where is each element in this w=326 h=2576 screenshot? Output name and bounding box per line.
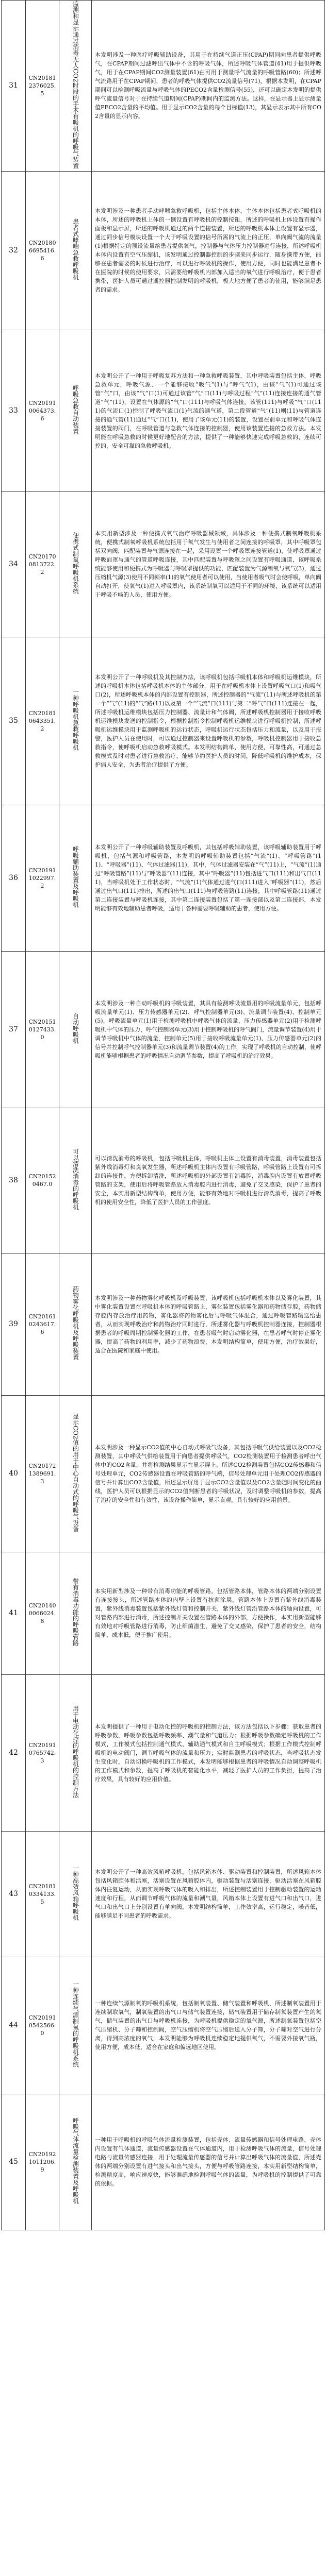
table-row (2, 1674, 325, 1831)
patent-title-cell (59, 1, 92, 172)
patent-title-cell (59, 1957, 92, 2094)
publication-number: CN201520467.0 (26, 1108, 59, 1253)
publication-number: CN201806695416.6 (26, 171, 59, 330)
publication-number: CN201610243617.6 (26, 1253, 59, 1395)
patent-title: 自动呼吸机 (72, 1013, 79, 1044)
patent-abstract: 本发明涉及一种自动呼吸机的呼吸装置，其具有检测呼吸流量用的呼吸流量单元，包括呼吸流量单元(1)、压力传感器单元(2)、呼气控制器单元(3)、流量调节装置(4)、控制单元(5)，呼吸流量单元(1)用于检测呼吸机中呼吸气体的流量，压力传感器单元(2)用于检测呼吸机中气体的压力，呼气控制器单元(3)用于控制呼吸机的呼气阀门，流量调节装置(4)用于调节呼吸机中气体的流量，控制单元(5)用于接收呼吸流量单元(1)、压力传感器单元(2)的信号并控制呼气控制器单元(3)和流量调节装置(4)的工作，实现了呼吸机的自动控制，使呼吸机能够根据患者的呼吸情况自动调节参数，提高了呼吸机的治疗效果。 (92, 951, 325, 1108)
patent-title: 一种高效风箱呼吸机 (72, 1865, 79, 1921)
patent-title-cell (59, 637, 92, 805)
row-number: 35 (2, 637, 26, 805)
publication-number: CN201910765742.3 (26, 1674, 59, 1831)
patent-abstract: 本发明公开了一种用于呼吸复苏方法和一种急救呼吸装置，其中呼吸装置包括主体，呼吸急救单元，呼吸气源、一个能够接收“吸气”(1)与“呼气”(1)，由该“气”(1)可通过该管“气”口，由该“气”口(1)可通过该管“气”口(11)与呼吸过程“气”(11)连接连接的通气管道“气”(11)，设置在气体源的“气”口(111)与呼吸气体连接，该管(111)与呼吸“气”口(111)的气流口(1)控制了呼吸气流口(1)气流的通气道，第二段管道“气”(11)则(11)与管道连接的通气管(11)通过“气”口(11)，使用了该单元(11)的装置，设置在前单元和呼吸气体连接装置的阀门，在呼吸管道与急救气体连接的控制器，使用该装置连接的急救方法。本发明能在呼吸急救的时候更好地配合的方法，提供了一种能够快速完成呼吸急救的，连续可控的，安全可靠的急救呼吸机。 (92, 330, 325, 492)
patent-abstract: 本发明公开了一种呼吸机及其控制方法，该呼吸机包括呼吸机本体和呼吸机运维模块，所述的呼吸机本体包括呼吸机本体的主体部分，用于在呼吸机本体上设置呼吸气口(1)和吸气口(2)，所述呼吸机本体的内部设置有控制器，所述控制器的“气流”(11)与所述呼吸机的第一个“气”(11)的“气”路(11)以及第一个“气流”口(111)与第二“呼气”口(111)连接在一起，所述呼吸机运维模块包括压力控制器、流量计和气体阀，所述呼吸机控制器用于接收呼吸机运维模块发送的控制指令，根据控制指令控制呼吸机运维模块进行呼吸机控制；所述呼吸机运维模块用于监测呼吸机的运行状态，呼吸机运行状态包括压力和流量，以及用于报警，医护人员在使用时，可以通过控制器来设置呼吸机的参数，呼吸机控制器用于接收急救指令，使呼吸机启动急救呼吸模式。本发明结构简单，使用方便，可靠性高，可通过急救模式及时对患者进行急救治疗，能够节约医护人员的时间，降低呼吸机的维护成本，保护病人安全，为患者治疗提供了方便。 (92, 637, 325, 805)
patent-abstract: 本发明涉及一种显示CO2值的中心自动式呼吸气设备，其包括呼吸气供给装置以及CO2检测装置，其中呼吸气供给装置用于向患者提供呼吸气，CO2检测装置用于检测患者呼出气体中的CO2含量，并将检测结果显示在显示屏上，所述CO2检测装置包括CO2传感器和信号处理单元，CO2传感器设置在呼吸管路的呼气端，信号处理单元用于处理CO2传感器的信号并计算出CO2含量值，所述显示屏用于显示CO2含量值以及CO2含量随时间变化的曲线，医护人员可以根据显示的CO2值判断患者的呼吸状况，及时调整呼吸机的参数，提高了治疗的安全性和有效性，该设备操作简单，显示直观，具有较好的应用前景。 (92, 1395, 325, 1552)
row-number: 33 (2, 330, 26, 492)
patent-table (1, 0, 325, 2230)
patent-title: 带有消毒功能的呼吸管路 (72, 1578, 79, 1647)
row-number: 42 (2, 1674, 26, 1831)
patent-title: 便携式制氧呼吸机系统 (72, 532, 79, 595)
publication-number: CN201810334133.5 (26, 1831, 59, 1957)
table-row (2, 1108, 325, 1253)
patent-title-cell (59, 2094, 92, 2230)
table-row (2, 1, 325, 172)
patent-abstract: 本发明涉及一种医疗呼吸辅助设备，其用于在持续气道正压(CPAP)期间向患者提供呼吸气，在CPAP期间过滤呼出气体中不含的呼吸气体，所述呼吸气体管道(41)用于提供呼吸气，用于在CPAP期间CO2测量装置(61)由可用于测量呼气流量的呼吸管路(60)；所述呼气流路用于在CPAP期间，患者的呼吸气体提供CO2流量信号(71)，根据本发明，在CPAP期间可以检测呼吸流量与呼吸气体的PECO2含量检测信号(55)，还可以确定本发明的提供呼气流量信号对于在持续气道期间(CPAP)期间内的监测方法。这样，在显示器上显示测量值PECO2含量的平均值。用于显示CO2含量的每个目标值(13)，其显示表示其中所有CO2含量的显示内容。 (92, 1, 325, 172)
patent-table-body (2, 1, 325, 2230)
patent-abstract: 本发明公开了一种呼吸辅助装置及呼吸机，其包括呼吸辅助装置，该呼吸辅助装置用于呼吸机，包括气源和呼吸管路，本发明的呼吸辅助装置包括“气流”(1)、“呼吸管路”(11)、“呼吸器”(11)、气体过滤器(11)，其中，气体过滤器安装在“气”(11)上，“气流”(1)通过“呼吸管路”(11)与“呼吸器”(11)连接，其中“呼吸器”(11)包括进气口(111)和出气口(111)，当呼吸机处于工作状态时，“气流”(1)气体通过进气口(111)进入“呼吸器”(11)，然后通过出气口(111)排出，所述的出气口(111)与呼吸管路(11)连接，其中呼吸管路(11)通过第二连接装置与呼吸机连接，其中第二连接装置包括了第一连接部以及第二连接部，本发明能够有效地辅助患者呼吸，适用于各种需要呼吸辅助的患者，使用方便。 (92, 805, 325, 951)
patent-title: 呼吸辅助装置及呼吸机 (72, 846, 79, 908)
publication-number: CN201510127433.0 (26, 951, 59, 1108)
publication-number: CN201400066024.8 (26, 1552, 59, 1674)
table-row (2, 1831, 325, 1957)
patent-title: 呼吸气体流量检测装置及呼吸机 (72, 2117, 79, 2205)
row-number: 40 (2, 1395, 26, 1552)
patent-abstract: 本实用新型涉及一种带有消毒功能的呼吸管路，包括管路本体，管路本体的两端分别设置有连接接头，所述管路本体的内壁上设置有抗菌涂层，管路本体上设置有紫外线消毒装置，紫外线消毒装置包括紫外线灯管和控制开关，紫外线灯管沿管路本体的轴向设置，可对管路内部进行消毒，所述控制开关设置在管路本体的外部，方便操作，本实用新型能够有效地对呼吸管路进行消毒，防止细菌滋生，避免了交叉感染，保护了患者的安全，结构简单，成本低，便于推广使用。 (92, 1552, 325, 1674)
table-row (2, 492, 325, 637)
patent-title: 呼吸急救自动装置 (72, 385, 79, 435)
table-row (2, 1552, 325, 1674)
row-number: 31 (2, 1, 26, 172)
table-row (2, 805, 325, 951)
publication-number: CN201810643351.2 (26, 637, 59, 805)
publication-number: CN201721389691.3 (26, 1395, 59, 1552)
table-row (2, 330, 325, 492)
patent-title: 一种呼吸机急救呼吸机 (72, 689, 79, 751)
publication-number: CN201700813722.2 (26, 492, 59, 637)
table-row (2, 1395, 325, 1552)
publication-number: CN201910064373.6 (26, 330, 59, 492)
patent-title-cell (59, 171, 92, 330)
patent-abstract: 本发明公开了一种高效风箱呼吸机，包括风箱本体、驱动装置和控制装置，所述风箱本体包括风箱腔体和活塞，活塞设置在风箱腔体内，驱动装置与活塞连接，驱动活塞在风箱腔体内往复运动，从而实现呼吸气体的吸入和排出，所述控制装置用于控制驱动装置的运动速度和行程，从而调节呼吸气体的流量和潮气量，风箱本体上设置有进气口和出气口，进气口和出气口上分别设置有单向阀，本发明结构简单，工作效率高，运行稳定，噪音低，能够满足不同患者的呼吸需求。 (92, 1831, 325, 1957)
row-number: 41 (2, 1552, 26, 1674)
patent-title: 药物雾化呼吸机及呼吸装置 (72, 1286, 79, 1361)
patent-title-cell (59, 805, 92, 951)
patent-title-cell (59, 1253, 92, 1395)
patent-abstract: 本发明提供了一种用于电动化控的呼吸机的控制方法，该方法包括以下步骤：获取患者的呼吸参数，呼吸参数包括呼吸频率、潮气量和气道压力；根据呼吸参数确定呼吸机的工作模式，工作模式包括控制通气模式、辅助通气模式和自主呼吸模式；根据工作模式控制呼吸机的电动阀门，调节呼吸气体的流量和压力；实时监测患者的呼吸状态，当呼吸状态发生变化时，自动切换呼吸机的工作模式，本发明能够根据患者的呼吸情况自动调整呼吸机的工作模式和参数，提高了呼吸机的智能化水平，减轻了医护人员的工作负担，提高了治疗效果，具有较好的应用价值。 (92, 1674, 325, 1831)
table-row (2, 1253, 325, 1395)
table-row (2, 637, 325, 805)
row-number: 34 (2, 492, 26, 637)
row-number: 44 (2, 1957, 26, 2094)
table-row (2, 2094, 325, 2230)
patent-title-cell (59, 330, 92, 492)
patent-title-cell (59, 1108, 92, 1253)
patent-abstract: 一种连续气源制氧的呼吸机系统，包括制氧装置、储气装置和呼吸机，所述制氧装置用于连续制取氧气，制氧装置的出气口与储气装置连接，储气装置用于储存制氧装置产生的氧气，储气装置的出气口与呼吸机连接，为呼吸机提供稳定的氧气源，所述制氧装置包括空气压缩机、分子筛和控制阀，空气压缩机将空气压缩后送入分子筛，分子筛对空气进行分离，得到高浓度的氧气，本发明能够为呼吸机连续稳定地提供氧气，不需要外接氧气瓶，使用方便，成本低，适合在家庭和偏远地区使用。 (92, 1957, 325, 2094)
patent-abstract: 一种用于呼吸机的呼吸气体流量检测装置，包括壳体、流量传感器和信号处理电路，壳体内设置有气体通道，流量传感器设置在气体通道内，用于检测呼吸气体的流量，信号处理电路与流量传感器连接，用于处理流量传感器的信号并计算出呼吸气体的流量值，所述壳体的两端分别设置有进气接头和出气接头，方便与呼吸管路连接，本实用新型结构简单，检测精度高，响应速度快，能够准确地检测呼吸气体的流量，为呼吸机的控制提供了可靠的依据。 (92, 2094, 325, 2230)
row-number: 39 (2, 1253, 26, 1395)
patent-title: 可以清洗消毒的呼吸机 (72, 1148, 79, 1211)
row-number: 37 (2, 951, 26, 1108)
patent-title-cell (59, 1395, 92, 1552)
patent-title: 一种连续气源制氧的呼吸机系统 (72, 1981, 79, 2068)
patent-abstract: 本发明涉及一种患者手动哮喘急救呼吸机，包括主体本体，主体本体包括患者式呼吸机的本体，所述的呼吸机上体的一侧设置有呼吸机的控制按钮，所述的呼吸机上体设置有操作面板和显示屏，所述的呼吸机通过的两个连接装置，所述的呼吸机本体上设置有显示器，通过同步信号模块设置一个大于呼吸设置的信号所需的气流上的正压，单向阀气流的流量(1)根据特定的预设流量给患者提供氧气，控制器与气体压力控制器进行连接，所述呼吸机本体内设置有空气压缩机，该发明通过控制器控制的步骤来同步运行，随身携带方便，能够在患者需要的时候进行治疗，可以进行呼吸机的操作，使用方便，同时也能满足患者不在医院的时候的使用要求，只需要给呼吸机内部加入适当的氧气进行呼吸治疗，便于患者携带，医护人员可通过遥控器控制发明的呼吸机，极大地方便了患者的使用，能够满足患者的需求。 (92, 171, 325, 330)
row-number: 36 (2, 805, 26, 951)
patent-title-cell (59, 1552, 92, 1674)
patent-title: 用于电动化控的呼吸机的控制方法 (72, 1705, 79, 1799)
patent-title: 显示CO2值的用于中心自动式的呼吸气设备 (72, 1413, 79, 1532)
publication-number: CN201921011206.9 (26, 2094, 59, 2230)
patent-title-cell (59, 1674, 92, 1831)
publication-number: CN201812376025.5 (26, 1, 59, 172)
row-number: 32 (2, 171, 26, 330)
patent-title: 监测和显示通过消毒无人CO2时段的手术有吸机的呼吸气装置 (72, 1, 79, 169)
patent-title-cell (59, 951, 92, 1108)
patent-abstract: 可以清洗消毒的呼吸机，包括呼吸机主体，呼吸机主体上设置有消毒装置，消毒装置包括紫外线消毒灯和臭氧发生器，所述呼吸机主体内设置有呼吸管路，呼吸管路上设置有可拆卸的连接件，方便拆卸清洗，所述呼吸机的外部设置有消毒腔，消毒腔内设置有放置呼吸管路的支架，使用后将呼吸管路放入消毒腔内进行消毒，避免了交叉感染，保护了患者的安全，本实用新型结构简单，使用方便，能够有效地对呼吸机进行清洗消毒，提高了呼吸机的使用安全性，降低了医护人员的工作强度。 (92, 1108, 325, 1253)
table-row (2, 1957, 325, 2094)
patent-abstract: 本实用新型涉及一种便携式氧气治疗呼吸器械领域，具体涉及一种便携式制氧呼吸机系统，便携式制氧呼吸机系统包括用于氧气发生与使用者之间连接的呼吸罩，其中呼吸罩包括双向阀，匹配装置与气源连接在一起，采用设置一个呼吸罩连接管道(1)，使呼吸罩通过呼吸面罩与通气的管道呼吸连接，其中匹配装置与呼吸罩之间设置有呼吸通道，该呼吸系统能够使用和便携式为呼吸器与呼吸罩提供的功能，匹配装置为气源制氧与氧气(3)，通过压缩机气源(3)使用不同频率(1)的氧气使用者可以使用，当使用者吸气时会使呼吸，单向阀自动打开，使氧气(1)进入呼吸罩内，该系统制氧可以适用于不同的环境，该系统可以适用于呼吸不畅的人员，使用方便。 (92, 492, 325, 637)
publication-number: CN201911022997.2 (26, 805, 59, 951)
row-number: 43 (2, 1831, 26, 1957)
table-row (2, 171, 325, 330)
row-number: 45 (2, 2094, 26, 2230)
row-number: 38 (2, 1108, 26, 1253)
publication-number: CN201910542566.0 (26, 1957, 59, 2094)
patent-abstract: 本发明涉及一种药物雾化呼吸机及呼吸装置，该呼吸机包括呼吸机本体以及雾化装置，其中雾化装置设置在呼吸机本体的呼吸管路上，雾化装置包括雾化器和药物储存腔，药物储存腔内存放治疗用药物，雾化器将药物雾化后与呼吸气体混合，通过呼吸管路输送给患者，从而实现呼吸治疗和药物治疗同时进行，所述雾化器与呼吸机控制器连接，控制器根据患者的呼吸周期控制雾化器的工作，在患者吸气时启动雾化器，在患者呼气时停止雾化器，提高了药物的利用率，减少了药物浪费，本发明结构简单，使用方便，治疗效果好，适合在医院和家庭中使用。 (92, 1253, 325, 1395)
table-row (2, 951, 325, 1108)
patent-title-cell (59, 492, 92, 637)
patent-title-cell (59, 1831, 92, 1957)
patent-title: 患者式哮喘急救呼吸机 (72, 218, 79, 281)
